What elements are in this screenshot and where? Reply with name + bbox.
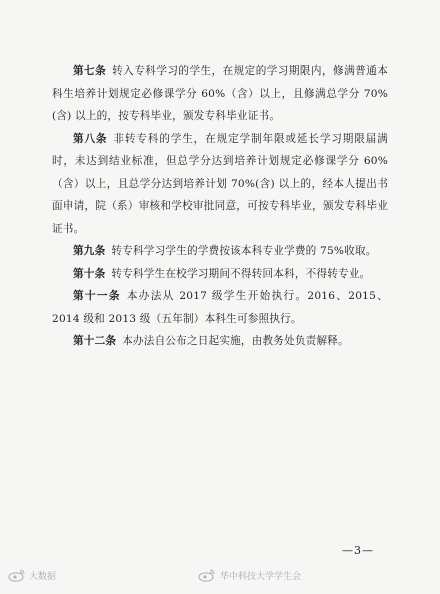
article-heading: 第七条	[73, 65, 107, 77]
article-heading: 第十一条	[73, 290, 121, 302]
weibo-icon	[8, 568, 26, 582]
article-text: 本办法自公布之日起实施，由教务处负责解释。	[122, 335, 349, 347]
article-7	[52, 60, 388, 128]
article-heading: 第八条	[73, 132, 108, 145]
article-text: 非转专科的学生，在规定学制年限或延长学习期限届满时，未达到结业标准，但总学分达到培养计划规定必修课学分 60%（含）以上，且总学分达到培养计划 70%(含) 以上的，经本人提出书面申请，院（系）审核和学校审批同意，可按专科毕业，颁发专科毕业证书。	[52, 132, 388, 235]
watermark-left	[8, 568, 56, 582]
watermark-left-text: 大数据	[29, 571, 57, 582]
watermark-right-text: 华中科技大学学生会	[220, 571, 302, 582]
article-8	[52, 128, 388, 241]
article-text: 转专科学生在校学习期间不得转回本科，不得转专业。	[111, 267, 371, 280]
article-11	[52, 285, 388, 330]
article-text: 转专科学习学生的学费按该本科专业学费的 75%收取。	[111, 245, 377, 257]
article-text: 本办法从 2017 级学生开始执行。2016、2015、2014 级和 2013 级（五年制）本科生可参照执行。	[52, 290, 388, 325]
article-heading: 第十条	[73, 267, 106, 280]
article-10	[52, 263, 388, 286]
page-number: —3—	[342, 544, 374, 557]
article-9	[52, 240, 388, 263]
document-body	[52, 60, 388, 353]
article-text: 转入专科学习的学生，在规定的学习期限内，修满普通本科生培养计划规定必修课学分 60%（含）以上，且修满总学分 70%(含) 以上的，按专科毕业，颁发专科毕业证书。	[52, 65, 388, 122]
article-heading: 第九条	[73, 245, 106, 257]
article-heading: 第十二条	[73, 335, 117, 347]
watermark-right	[198, 568, 301, 582]
article-12	[52, 330, 388, 353]
weibo-icon	[198, 568, 216, 582]
